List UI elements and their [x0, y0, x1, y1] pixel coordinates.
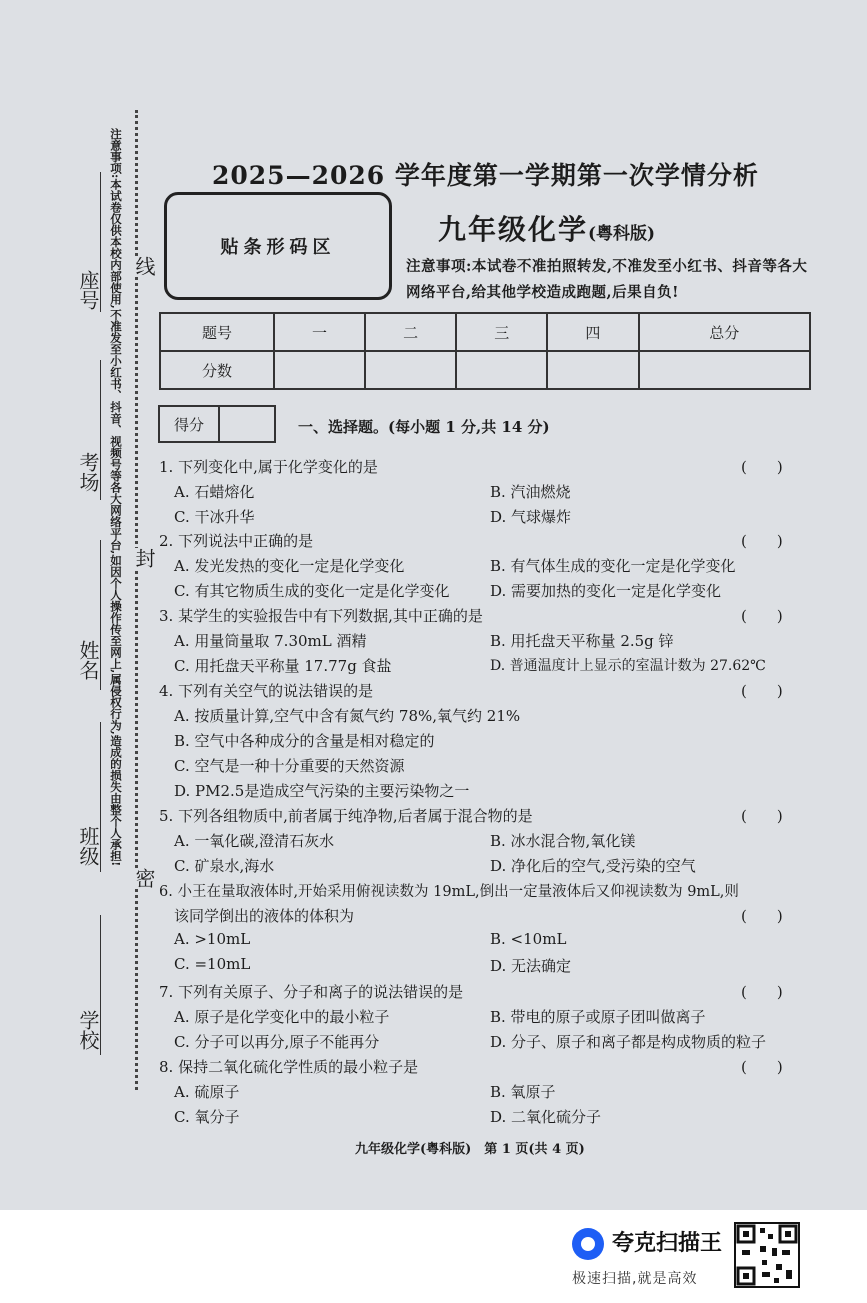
section-score-box	[158, 405, 276, 443]
score-cell: 总分	[639, 313, 811, 351]
question-stem: 6. 小王在量取液体时,开始采用俯视读数为 19mL,倒出一定量液体后又仰视读数为 9mL,则	[159, 884, 739, 900]
scanner-slogan: 极速扫描,就是高效	[572, 1271, 698, 1287]
question-option: B. 用托盘天平称量 2.5g 锌	[490, 632, 674, 650]
question-option: D. 无法确定	[490, 957, 572, 975]
subject-edition: (粤科版)	[588, 224, 656, 244]
side-field-seat: 座号	[76, 270, 100, 310]
question-option: D. PM2.5是造成空气污染的主要污染物之一	[174, 782, 470, 800]
question-option: B. 氧原子	[490, 1083, 556, 1101]
score-table-value-row	[160, 351, 810, 389]
score-cell: 一	[274, 313, 365, 351]
question-option: D. 分子、原子和离子都是构成物质的粒子	[490, 1033, 767, 1051]
answer-paren[interactable]: ( )	[741, 807, 783, 825]
answer-paren[interactable]: ( )	[741, 1058, 783, 1076]
side-field-name: 姓名	[76, 640, 100, 680]
question-option: A. 硫原子	[174, 1083, 240, 1101]
side-field-school: 学校	[76, 1010, 100, 1050]
exam-title: 2025—2026 学年度第一学期第一次学情分析	[212, 161, 759, 190]
school-line	[100, 915, 101, 1055]
score-cell: 题号	[160, 313, 274, 351]
section-heading: 一、选择题。(每小题 1 分,共 14 分)	[298, 418, 550, 436]
question-stem: 3. 某学生的实验报告中有下列数据,其中正确的是	[159, 607, 483, 625]
barcode-area: 贴条形码区	[164, 192, 392, 300]
score-cell: 四	[547, 313, 638, 351]
side-field-class: 班级	[76, 826, 100, 866]
question-stem: 8. 保持二氧化硫化学性质的最小粒子是	[159, 1058, 419, 1076]
question-option: C. 氧分子	[174, 1108, 240, 1126]
answer-paren[interactable]: ( )	[741, 607, 783, 625]
score-blank-cell[interactable]	[456, 351, 547, 389]
question-stem: 5. 下列各组物质中,前者属于纯净物,后者属于混合物的是	[159, 807, 533, 825]
question-option: C. 用托盘天平称量 17.77g 食盐	[174, 657, 392, 675]
question-stem: 2. 下列说法中正确的是	[159, 532, 314, 550]
answer-paren[interactable]: ( )	[741, 983, 783, 1001]
question-option: A. 石蜡熔化	[174, 483, 255, 501]
seat-line	[100, 172, 101, 312]
section-score-blank[interactable]	[220, 407, 274, 441]
question-option: B. 有气体生成的变化一定是化学变化	[490, 557, 736, 575]
question-option: A. 一氧化碳,澄清石灰水	[174, 832, 335, 850]
question-stem: 7. 下列有关原子、分子和离子的说法错误的是	[159, 983, 464, 1001]
qr-code-icon	[734, 1222, 800, 1288]
score-blank-cell[interactable]	[639, 351, 811, 389]
seal-char-feng: 封	[130, 548, 159, 568]
question-option: D. 普通温度计上显示的室温计数为 27.62℃	[490, 658, 766, 674]
score-blank-cell[interactable]	[547, 351, 638, 389]
question-option: D. 气球爆炸	[490, 508, 572, 526]
side-field-room: 考场	[76, 452, 100, 492]
score-cell: 二	[365, 313, 456, 351]
question-option: C. 空气是一种十分重要的天然资源	[174, 757, 405, 775]
score-cell: 三	[456, 313, 547, 351]
seal-char-mi: 密	[130, 868, 159, 888]
question-stem: 1. 下列变化中,属于化学变化的是	[159, 458, 378, 476]
answer-paren[interactable]: ( )	[741, 458, 783, 476]
question-option: A. 发光发热的变化一定是化学变化	[174, 557, 405, 575]
question-option: C. 有其它物质生成的变化一定是化学变化	[174, 582, 450, 600]
question-option: A. 原子是化学变化中的最小粒子	[174, 1008, 390, 1026]
subject-title	[438, 208, 655, 248]
question-option: B. 冰水混合物,氧化镁	[490, 832, 636, 850]
question-option: B. 汽油燃烧	[490, 483, 571, 501]
score-table	[159, 312, 811, 390]
question-option: C. =10mL	[174, 955, 251, 973]
class-line	[100, 722, 101, 872]
question-option: B. 带电的原子或原子团叫做离子	[490, 1008, 706, 1026]
name-line	[100, 540, 101, 690]
question-option: A. 按质量计算,空气中含有氮气约 78%,氧气约 21%	[174, 707, 521, 725]
page-footer: 九年级化学(粤科版) 第 1 页(共 4 页)	[355, 1142, 585, 1157]
question-option: D. 净化后的空气,受污染的空气	[490, 857, 696, 875]
question-option: A. 用量筒量取 7.30mL 酒精	[174, 632, 367, 650]
question-option: C. 矿泉水,海水	[174, 857, 275, 875]
section-score-label: 得分	[160, 407, 220, 441]
question-stem: 4. 下列有关空气的说法错误的是	[159, 682, 374, 700]
room-line	[100, 360, 101, 500]
score-blank-cell[interactable]	[274, 351, 365, 389]
question-option: B. 空气中各种成分的含量是相对稳定的	[174, 732, 435, 750]
question-option: A. >10mL	[174, 930, 251, 948]
score-table-header-row	[160, 313, 810, 351]
question-option: C. 干冰升华	[174, 508, 255, 526]
score-blank-cell[interactable]	[365, 351, 456, 389]
question-stem-continued: 该同学倒出的液体的体积为	[174, 907, 355, 925]
answer-paren[interactable]: ( )	[741, 532, 783, 550]
answer-paren[interactable]: ( )	[741, 682, 783, 700]
question-option: D. 二氧化硫分子	[490, 1108, 602, 1126]
side-warning: 注意事项:本试卷仅供本校内部使用,不准发至小红书、抖音、视频号等各大网络平台,如因个人操作传至网上,属侵权行为,造成的损失由整个人承担!	[109, 128, 123, 867]
scanner-app-name: 夸克扫描王	[612, 1231, 723, 1256]
answer-paren[interactable]: ( )	[741, 907, 783, 925]
quark-logo-icon	[572, 1228, 604, 1260]
question-option: B. <10mL	[490, 930, 567, 948]
subject-name: 九年级化学	[438, 213, 589, 246]
question-option: C. 分子可以再分,原子不能再分	[174, 1033, 380, 1051]
notice-text: 注意事项:本试卷不准拍照转发,不准发至小红书、抖音等各大网络平台,给其他学校造成跑题,后果自负!	[406, 258, 808, 301]
question-option: D. 需要加热的变化一定是化学变化	[490, 582, 722, 600]
seal-char-xian: 线	[130, 256, 159, 276]
score-cell: 分数	[160, 351, 274, 389]
